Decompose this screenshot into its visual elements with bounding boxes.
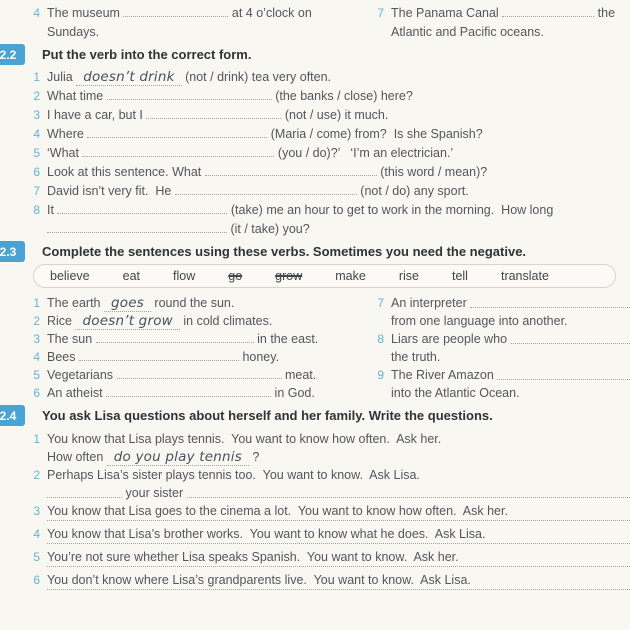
- item-number: 6: [33, 386, 40, 400]
- item-number: 8: [377, 332, 384, 346]
- answer-blank[interactable]: [511, 343, 630, 344]
- item-text: It: [47, 203, 58, 217]
- verb-option[interactable]: rise: [398, 269, 419, 283]
- left-column: [28, 4, 372, 42]
- item-text: at 4 o’clock on: [228, 6, 312, 20]
- item-text: Liars are people who: [391, 332, 511, 346]
- item-text: (not / use) it much.: [281, 108, 389, 122]
- item-text: The museum: [47, 6, 124, 20]
- answer-blank[interactable]: [146, 109, 281, 119]
- item-text: ‘What: [47, 146, 83, 160]
- item-text: Sundays.: [47, 25, 100, 39]
- item-number: 1: [33, 432, 40, 446]
- answer-blank[interactable]: [205, 166, 377, 176]
- item-text: (take) me an hour to get to work in the morning. How long: [227, 203, 554, 217]
- item-text: the truth.: [391, 350, 441, 364]
- item-text: You don’t know where Lisa’s grandparents live. You want to know. Ask Lisa.: [47, 573, 471, 587]
- item-text: ?: [248, 450, 260, 464]
- exercise-item: [28, 466, 630, 502]
- item-text: David isn’t very fit. He: [47, 184, 175, 198]
- answer-blank[interactable]: [502, 7, 594, 17]
- left-column: [28, 294, 372, 402]
- exercise-item: [28, 163, 630, 182]
- exercise-item: [28, 182, 630, 201]
- item-text: your sister: [122, 486, 187, 500]
- item-text: Vegetarians: [47, 368, 117, 382]
- exercise-item: [28, 4, 372, 42]
- exercise-item: [28, 294, 372, 312]
- item-text: (it / take) you?: [227, 222, 310, 236]
- item-text: You know that Lisa’s brother works. You want to know what he does. Ask Lisa.: [47, 527, 486, 541]
- item-text: (the banks / close) here?: [271, 89, 413, 103]
- item-number: 9: [377, 368, 384, 382]
- answer-blank[interactable]: [187, 497, 630, 498]
- item-number: 4: [33, 350, 40, 364]
- item-text: The River Amazon: [391, 368, 498, 382]
- answer-blank[interactable]: [87, 128, 267, 138]
- answer-blank[interactable]: [47, 497, 122, 498]
- exercise-item: [28, 525, 630, 548]
- item-number: 7: [377, 6, 384, 20]
- item-number: 4: [33, 127, 40, 141]
- exercise-header: [0, 241, 630, 262]
- item-number: 3: [33, 504, 40, 518]
- item-number: 5: [33, 146, 40, 160]
- item-text: The sun: [47, 332, 96, 346]
- item-number: 2: [33, 89, 40, 103]
- exercise-number-badge: 2.2: [0, 44, 25, 65]
- answer-blank[interactable]: [47, 589, 630, 590]
- exercise-items: [28, 430, 630, 594]
- item-number: 7: [33, 184, 40, 198]
- exercise-item: [28, 125, 630, 144]
- item-text: (not / do) any sport.: [356, 184, 469, 198]
- answer-blank[interactable]: [57, 204, 227, 214]
- item-text: Atlantic and Pacific oceans.: [391, 25, 544, 39]
- item-number: 3: [33, 332, 40, 346]
- item-text: (this word / mean)?: [376, 165, 488, 179]
- exercise-header: [0, 44, 630, 65]
- handwritten-answer: goes: [104, 295, 151, 312]
- exercise-item: [28, 144, 630, 163]
- answer-blank[interactable]: [47, 566, 630, 567]
- item-number: 4: [33, 527, 40, 541]
- verb-box: [33, 264, 616, 288]
- exercise-number-badge: 2.3: [0, 241, 25, 262]
- exercise-2-1-continued: [0, 4, 630, 42]
- exercise-2-3: [0, 241, 630, 402]
- item-text: The Panama Canal: [391, 6, 503, 20]
- verb-option[interactable]: believe: [50, 269, 90, 283]
- exercise-item: [28, 571, 630, 594]
- item-number: 6: [33, 573, 40, 587]
- exercise-item: [28, 502, 630, 525]
- answer-blank[interactable]: [123, 7, 228, 17]
- item-text: honey.: [238, 350, 280, 364]
- exercise-item: [28, 366, 372, 384]
- answer-blank[interactable]: [47, 520, 630, 521]
- item-text: (not / drink) tea very often.: [181, 70, 332, 84]
- handwritten-answer: do you play tennis: [107, 449, 249, 466]
- item-text: (Maria / come) from? Is she Spanish?: [267, 127, 483, 141]
- item-number: 6: [33, 165, 40, 179]
- exercise-item: [28, 330, 372, 348]
- item-number: 8: [33, 203, 40, 217]
- verb-option[interactable]: translate: [500, 269, 549, 283]
- verb-option[interactable]: tell: [451, 269, 468, 283]
- exercise-item: [28, 87, 630, 106]
- handwritten-answer: doesn’t grow: [75, 313, 179, 330]
- item-text: Julia: [47, 70, 77, 84]
- item-number: 2: [33, 314, 40, 328]
- item-text: Look at this sentence. What: [47, 165, 205, 179]
- item-text: round the sun.: [150, 296, 235, 310]
- item-text: You know that Lisa goes to the cinema a lot. You want to know how often. Ask her.: [47, 504, 508, 518]
- item-text: What time: [47, 89, 107, 103]
- exercise-item: [28, 312, 372, 330]
- answer-blank[interactable]: [79, 351, 239, 361]
- answer-blank[interactable]: [107, 90, 272, 100]
- item-number: 7: [377, 296, 384, 310]
- item-text: meat.: [281, 368, 317, 382]
- exercise-2-2: [0, 44, 630, 239]
- item-text: The earth: [47, 296, 104, 310]
- verb-option[interactable]: eat: [122, 269, 141, 283]
- exercise-columns: [0, 294, 630, 402]
- item-number: 3: [33, 108, 40, 122]
- item-text: An interpreter: [391, 296, 471, 310]
- item-text: I have a car, but I: [47, 108, 147, 122]
- item-text: in the east.: [253, 332, 319, 346]
- item-text: You know that Lisa plays tennis. You want to know how often. Ask her.: [47, 432, 442, 446]
- answer-blank[interactable]: [47, 543, 630, 544]
- exercise-item: [372, 366, 630, 402]
- exercise-number-badge: 2.4: [0, 405, 25, 426]
- verb-option[interactable]: flow: [173, 269, 196, 283]
- exercise-items: [28, 68, 630, 239]
- answer-blank[interactable]: [47, 223, 227, 233]
- exercise-item: [28, 106, 630, 125]
- exercise-item: [28, 68, 630, 87]
- item-number: 1: [33, 70, 40, 84]
- item-text: Where: [47, 127, 88, 141]
- item-text: the: [594, 6, 616, 20]
- item-text: into the Atlantic Ocean.: [391, 386, 520, 400]
- exercise-item: [28, 430, 630, 466]
- verb-option-used[interactable]: go: [228, 269, 243, 283]
- item-number: 4: [33, 6, 40, 20]
- item-number: 2: [33, 468, 40, 482]
- exercise-item: [372, 4, 630, 42]
- exercise-heading: You ask Lisa questions about herself and her family. Write the questions.: [42, 408, 493, 423]
- item-number: 5: [33, 550, 40, 564]
- exercise-heading: Complete the sentences using these verbs. Sometimes you need the negative.: [42, 244, 527, 259]
- exercise-2-4: [0, 405, 630, 594]
- exercise-heading: Put the verb into the correct form.: [42, 47, 252, 62]
- item-text: How often: [47, 450, 107, 464]
- answer-blank[interactable]: [82, 147, 274, 157]
- right-column: [372, 294, 630, 402]
- item-text: from one language into another.: [391, 314, 568, 328]
- item-number: 1: [33, 296, 40, 310]
- exercise-item: [372, 294, 630, 330]
- exercise-item: [28, 201, 630, 239]
- exercise-header: [0, 405, 630, 426]
- item-text: (you / do)?’ ‘I’m an electrician.’: [274, 146, 454, 160]
- item-text: in cold climates.: [179, 314, 273, 328]
- item-number: 5: [33, 368, 40, 382]
- item-text: Perhaps Lisa’s sister plays tennis too. You want to know. Ask Lisa.: [47, 468, 420, 482]
- item-text: Rice: [47, 314, 76, 328]
- answer-blank[interactable]: [106, 387, 271, 397]
- item-text: Bees: [47, 350, 79, 364]
- item-text: An atheist: [47, 386, 107, 400]
- exercise-item: [372, 330, 630, 366]
- handwritten-answer: doesn’t drink: [76, 69, 181, 86]
- answer-blank[interactable]: [470, 307, 630, 308]
- exercise-item: [28, 384, 372, 402]
- item-text: You’re not sure whether Lisa speaks Spanish. You want to know. Ask her.: [47, 550, 459, 564]
- right-column: [372, 4, 630, 42]
- answer-blank[interactable]: [96, 333, 254, 343]
- answer-blank[interactable]: [175, 185, 357, 195]
- verb-option-used[interactable]: grow: [275, 269, 303, 283]
- exercise-item: [28, 548, 630, 571]
- verb-option[interactable]: make: [335, 269, 366, 283]
- answer-blank[interactable]: [497, 379, 630, 380]
- exercise-item: [28, 348, 372, 366]
- answer-blank[interactable]: [117, 369, 282, 379]
- item-text: in God.: [271, 386, 315, 400]
